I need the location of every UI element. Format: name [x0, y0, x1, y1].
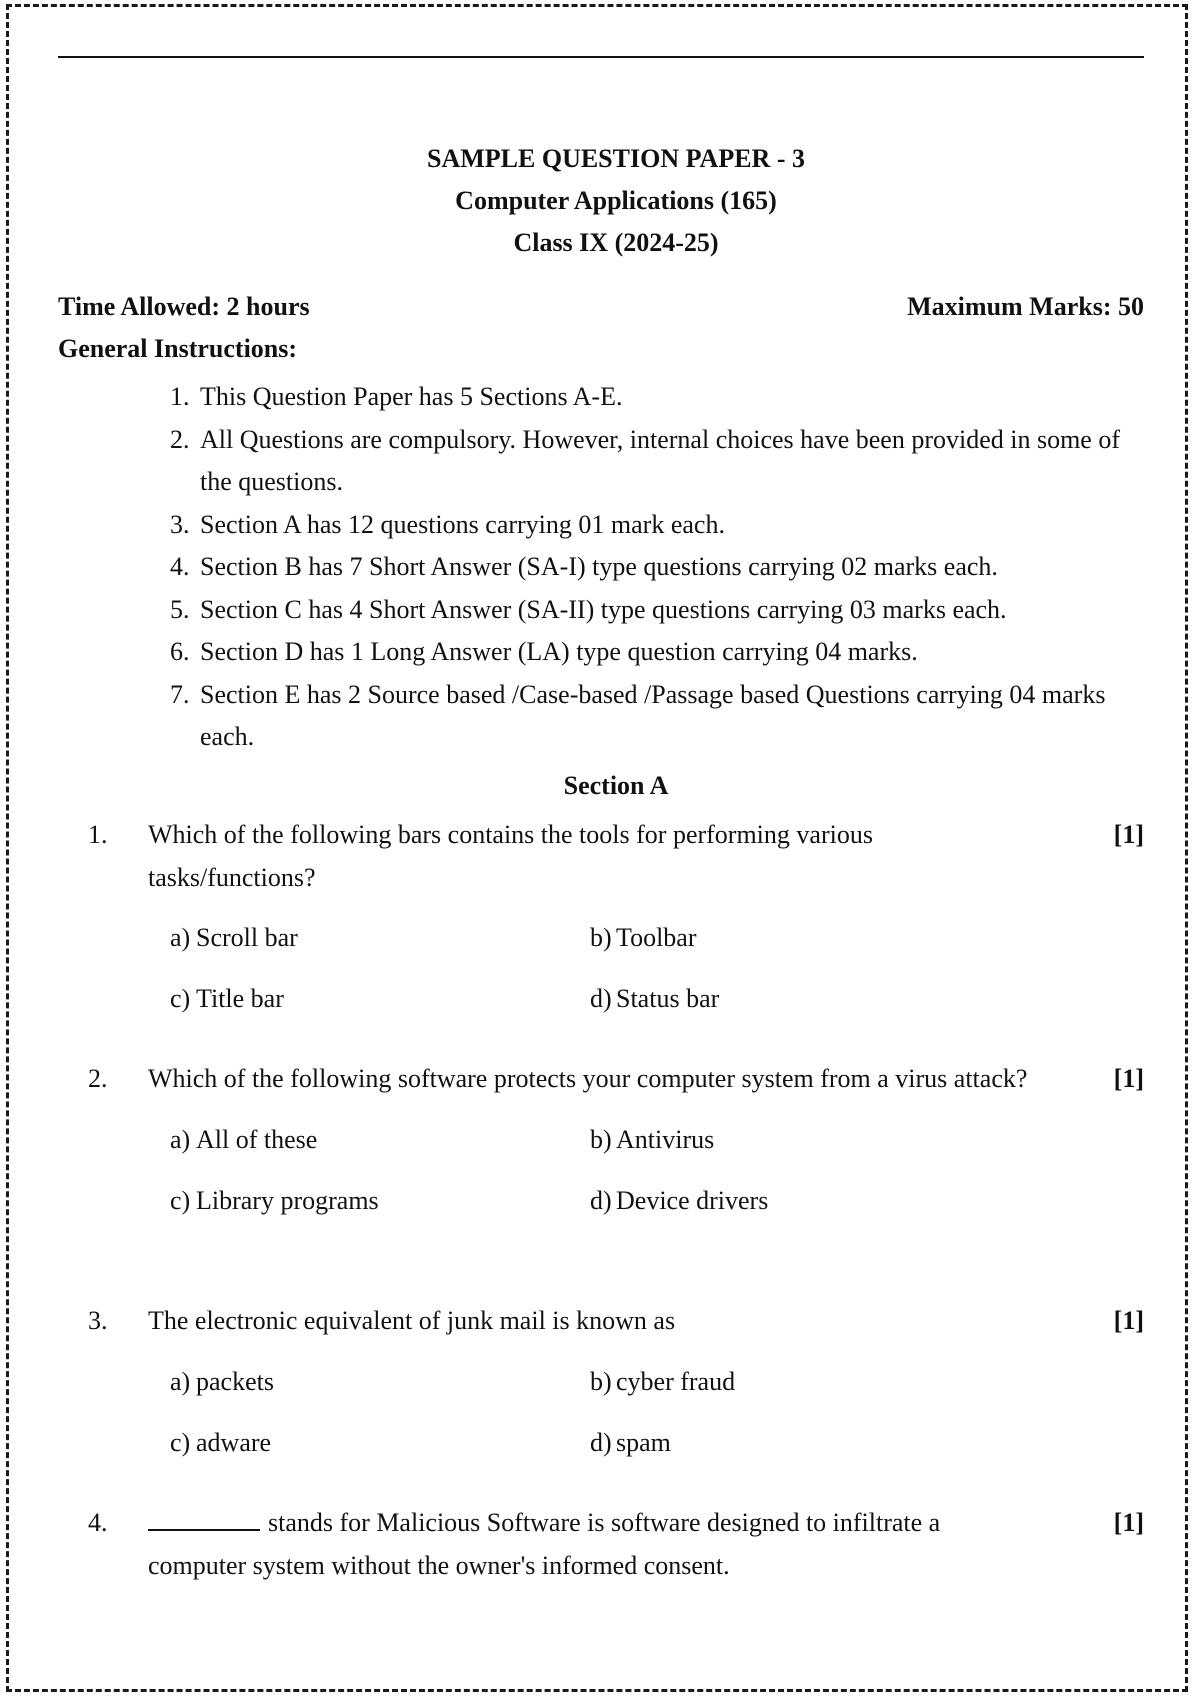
paper-title: SAMPLE QUESTION PAPER - 3 — [427, 144, 805, 173]
instruction-item — [170, 674, 1120, 759]
paper-class-year: Class IX (2024-25) — [513, 228, 719, 257]
instruction-item — [170, 504, 1120, 547]
question-options — [170, 1119, 1144, 1241]
option-label: c) — [170, 1427, 191, 1457]
question-3 — [58, 1300, 1144, 1483]
instruction-number: 1. — [170, 382, 190, 411]
question-number: 1. — [88, 820, 108, 849]
option-text: Scroll bar — [196, 923, 298, 952]
instruction-text: Section B has 7 Short Answer (SA-I) type questions carrying 02 marks each. — [200, 552, 998, 581]
question-marks: [1] — [1113, 820, 1144, 849]
option-text: Device drivers — [616, 1185, 769, 1215]
option-b — [590, 917, 697, 960]
instruction-text: This Question Paper has 5 Sections A-E. — [200, 382, 623, 411]
instruction-text: Section E has 2 Source based /Case-based /Passage based Questions carrying 04 marks each. — [200, 679, 1106, 751]
instruction-number: 4. — [170, 552, 190, 581]
option-a — [170, 1119, 317, 1162]
instruction-text: Section C has 4 Short Answer (SA-II) type questions carrying 03 marks each. — [200, 594, 1007, 624]
question-marks: [1] — [1113, 1306, 1144, 1335]
question-text: Which of the following software protects your computer system from a virus attack? — [148, 1064, 1028, 1093]
question-options — [170, 1361, 1144, 1483]
question-number: 2. — [88, 1064, 108, 1093]
instruction-item — [170, 631, 1120, 674]
paper-subject: Computer Applications (165) — [455, 186, 777, 215]
instruction-number: 6. — [170, 637, 190, 666]
instruction-item — [170, 419, 1120, 504]
question-1 — [58, 814, 1144, 1039]
time-allowed: Time Allowed: 2 hours — [58, 292, 310, 321]
option-d — [590, 1422, 671, 1465]
option-label: c) — [170, 1185, 191, 1215]
instruction-number: 2. — [170, 424, 190, 454]
option-label: a) — [170, 923, 191, 952]
option-label: d) — [590, 1427, 612, 1457]
option-text: packets — [196, 1366, 274, 1396]
option-label: b) — [590, 1366, 612, 1396]
paper-header — [0, 138, 1200, 264]
instruction-number: 7. — [170, 679, 190, 709]
option-label: b) — [590, 1124, 612, 1154]
option-text: Toolbar — [616, 923, 697, 952]
question-marks: [1] — [1113, 1064, 1144, 1093]
option-label: d) — [590, 984, 612, 1013]
question-marks: [1] — [1113, 1508, 1144, 1537]
option-text: Title bar — [196, 984, 284, 1013]
max-marks: Maximum Marks: 50 — [907, 292, 1144, 321]
option-c — [170, 978, 284, 1021]
question-text: Which of the following bars contains the tools for performing various tasks/functions? — [148, 820, 873, 892]
question-text: The electronic equivalent of junk mail is known as — [148, 1306, 676, 1335]
option-text: adware — [196, 1427, 272, 1457]
instruction-text: Section D has 1 Long Answer (LA) type question carrying 04 marks. — [200, 637, 918, 666]
instruction-item — [170, 546, 1120, 589]
question-4 — [58, 1502, 1144, 1587]
question-number: 3. — [88, 1306, 108, 1335]
option-a — [170, 1361, 274, 1404]
option-b — [590, 1361, 735, 1404]
option-text: spam — [616, 1427, 671, 1457]
option-label: a) — [170, 1366, 191, 1396]
question-text — [148, 1502, 1028, 1587]
question-options — [170, 917, 1144, 1039]
instruction-text: All Questions are compulsory. However, internal choices have been provided in some of the questions. — [200, 424, 1121, 496]
option-b — [590, 1119, 714, 1162]
option-d — [590, 978, 719, 1021]
answer-blank — [148, 1503, 260, 1531]
option-label: d) — [590, 1185, 612, 1215]
option-d — [590, 1180, 768, 1223]
question-number: 4. — [88, 1508, 108, 1537]
option-label: c) — [170, 984, 191, 1013]
option-text: Library programs — [196, 1185, 379, 1215]
top-rule — [58, 56, 1144, 58]
instruction-number: 3. — [170, 509, 190, 539]
option-text: cyber fraud — [616, 1366, 736, 1396]
instruction-text: Section A has 12 questions carrying 01 mark each. — [200, 509, 725, 539]
instructions-list — [170, 376, 1120, 759]
instructions-title: General Instructions: — [58, 334, 298, 363]
option-c — [170, 1422, 271, 1465]
instruction-item — [170, 376, 1120, 419]
section-a-title: Section A — [563, 771, 669, 800]
option-text: Antivirus — [616, 1124, 715, 1154]
instruction-number: 5. — [170, 594, 190, 624]
option-label: a) — [170, 1124, 191, 1154]
option-c — [170, 1180, 379, 1223]
option-text: Status bar — [616, 984, 720, 1013]
question-2 — [58, 1058, 1144, 1241]
meta-row — [58, 286, 1144, 328]
option-text: All of these — [196, 1124, 318, 1154]
option-a — [170, 917, 298, 960]
instruction-item — [170, 589, 1120, 632]
question-text-body: stands for Malicious Software is software designed to infiltrate a computer system without the owner's informed consent. — [148, 1508, 941, 1580]
option-label: b) — [590, 923, 612, 952]
